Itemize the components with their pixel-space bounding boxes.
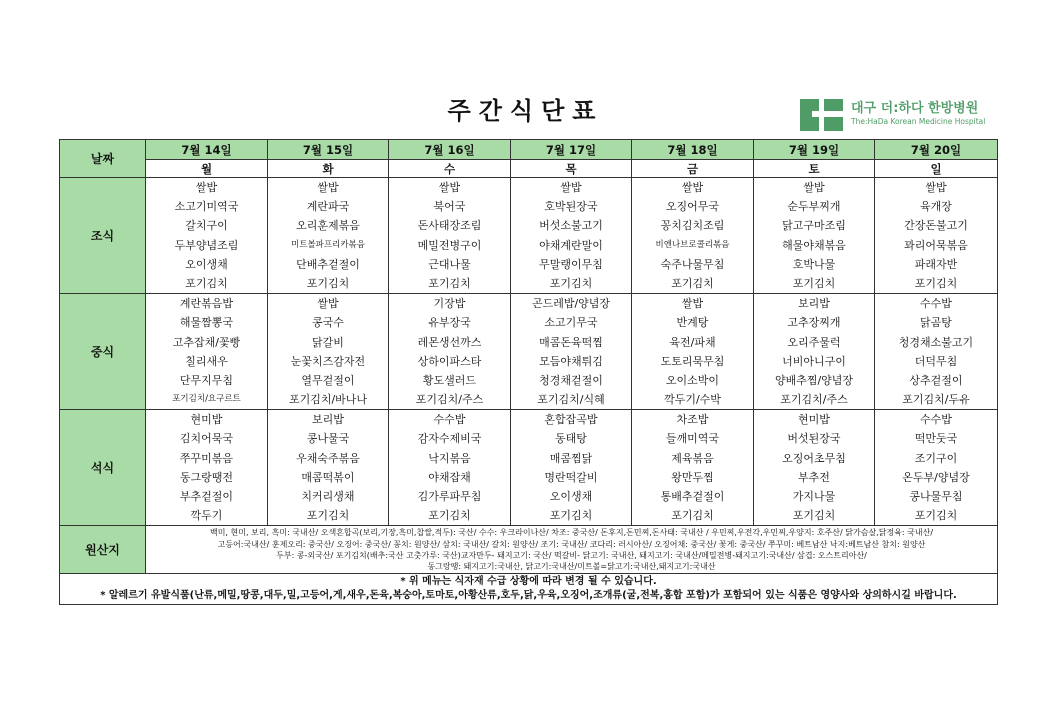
menu-item: 혼합잡곡밥 — [544, 413, 598, 427]
menu-item: 꽁치김치조림 — [660, 219, 725, 233]
menu-cell — [632, 178, 754, 294]
menu-item: 오징어초무침 — [782, 451, 846, 465]
menu-cell — [268, 294, 389, 410]
menu-item: 쌀밥 — [681, 181, 704, 194]
menu-item: 호박된장국 — [544, 200, 598, 214]
menu-item: 도토리묵무침 — [660, 354, 725, 368]
menu-item: 유부장국 — [428, 316, 471, 330]
date-label: 날짜 — [60, 140, 146, 178]
menu-cell — [146, 178, 268, 294]
menu-item: 콩국수 — [312, 316, 344, 330]
menu-item: 포기김치/주스 — [415, 393, 484, 407]
menu-item: 포기김치 — [792, 509, 836, 523]
menu-cell — [146, 410, 268, 526]
menu-cell — [754, 294, 875, 410]
date-cell: 7월 16일 — [389, 140, 511, 160]
menu-item: 온두부/양념장 — [902, 470, 970, 484]
menu-item: 현미밥 — [798, 413, 830, 427]
weekly-menu-table — [59, 139, 998, 605]
breakfast-label: 조식 — [60, 178, 146, 294]
menu-item: 매콤돈육떡찜 — [539, 335, 603, 349]
page-title: 주간식단표 — [447, 97, 604, 125]
menu-item: 포기김치 — [549, 276, 593, 290]
weekday-cell: 월 — [146, 160, 268, 178]
menu-item: 명란떡갈비 — [544, 470, 598, 484]
weekday-cell: 금 — [632, 160, 754, 178]
menu-item: 계란볶음밥 — [179, 297, 234, 311]
menu-item: 열무겉절이 — [301, 373, 355, 387]
menu-item: 간장돈불고기 — [904, 219, 968, 233]
menu-cell — [511, 178, 632, 294]
menu-item: 고추잡채/꽃빵 — [172, 335, 241, 349]
menu-item: 들깨미역국 — [665, 432, 720, 446]
menu-item: 해물야채볶음 — [782, 238, 846, 252]
menu-item: 소고기미역국 — [174, 200, 239, 214]
menu-item: 왕만두찜 — [671, 470, 714, 484]
menu-item: 상하이파스타 — [417, 354, 482, 368]
menu-item: 곤드레밥/양념장 — [531, 297, 611, 311]
menu-item: 쌀밥 — [317, 181, 339, 194]
menu-cell — [268, 178, 389, 294]
menu-item: 떡만둣국 — [914, 432, 958, 446]
hospital-name-korean: 대구 더:하다 한방병원 — [851, 101, 979, 116]
menu-item: 보리밥 — [312, 413, 344, 427]
origin-line: 고등어:국내산/ 훈제오리: 중국산/ 오징어: 중국산/ 꽁치: 원양산/ 삼치: 국내산/ 갈치: 원양산/ 조기: 국내산/ 코다리: 러시아산/ 오징어채: 중국산/ 꽃게: 중국산/ 쭈꾸미: 베트남산 낙지:베트남산 참치: 원양산 — [217, 539, 926, 549]
menu-item: 버섯소불고기 — [539, 219, 603, 233]
menu-item: 더덕무침 — [914, 354, 958, 368]
menu-item: 매콤찜닭 — [549, 451, 593, 465]
menu-item: 상추겉절이 — [909, 373, 963, 387]
menu-item: 포기김치 — [428, 509, 471, 523]
menu-item: 수수밥 — [920, 413, 952, 427]
menu-item: 낙지볶음 — [428, 451, 471, 465]
menu-item: 오징어무국 — [665, 200, 720, 214]
menu-item: 김치어묵국 — [179, 432, 234, 446]
menu-item: 단무지무침 — [179, 373, 234, 387]
menu-item: 갈치구이 — [185, 219, 228, 233]
menu-item: 해물짬뽕국 — [179, 316, 234, 330]
date-header-row — [60, 140, 998, 160]
allergy-note: * 알레르기 유발식품(난류,메밀,땅콩,대두,밀,고등어,게,새우,돈육,복숭아,토마토,아황산류,호두,닭,우육,오징어,조개류(굴,전복,홍합 포함)가 포함되어 있는 식품은 영양사와 상의하시길 바랍니다. — [100, 590, 957, 602]
menu-cell — [389, 410, 511, 526]
date-cell: 7월 19일 — [754, 140, 875, 160]
origin-line: 두부: 콩-외국산/ 포기김치(배추:국산 고춧가루: 국산)교자만두- 돼지고기: 국산/ 떡갈비- 닭고기: 국내산, 돼지고기: 국내산/메밀전병-돼지고기:국내산/ 삼겹: 오스트리아산/ — [276, 550, 867, 560]
dinner-row — [60, 410, 998, 526]
date-cell: 7월 17일 — [511, 140, 632, 160]
menu-item: 깍두기/수박 — [664, 393, 721, 407]
menu-item: 오리주물럭 — [787, 335, 841, 349]
menu-item: 칠리새우 — [185, 354, 228, 368]
weekday-cell: 일 — [875, 160, 998, 178]
menu-cell — [754, 410, 875, 526]
origin-row — [60, 526, 998, 574]
menu-item: 쭈꾸미볶음 — [179, 451, 234, 465]
menu-item: 포기김치 — [914, 509, 958, 523]
menu-item: 야채계란말이 — [539, 238, 603, 252]
menu-item: 포기김치/바나나 — [288, 393, 368, 407]
weekday-header-row — [60, 160, 998, 178]
menu-item: 숙주나물무침 — [660, 257, 725, 271]
date-cell: 7월 15일 — [268, 140, 389, 160]
menu-item: 매콤떡볶이 — [301, 470, 355, 484]
menu-item: 육전/파채 — [669, 335, 716, 349]
hospital-name-english: The:HaDa Korean Medicine Hospital — [851, 117, 986, 126]
menu-item: 호박나물 — [792, 257, 836, 271]
menu-item: 북어국 — [433, 200, 466, 214]
menu-item: 콩나물국 — [306, 432, 350, 446]
menu-item: 쌀밥 — [803, 181, 825, 194]
menu-item: 포기김치 — [185, 276, 228, 290]
menu-item: 포기김치 — [306, 276, 350, 290]
menu-item: 레몬생선까스 — [417, 335, 482, 349]
menu-item: 고추장찌개 — [787, 316, 841, 330]
menu-item: 수수밥 — [920, 297, 952, 311]
menu-item: 포기김치 — [671, 276, 714, 290]
menu-item: 포기김치/주스 — [780, 393, 848, 407]
menu-item: 차조밥 — [676, 413, 709, 427]
menu-item: 파래자반 — [914, 257, 958, 271]
menu-item: 무말랭이무침 — [539, 257, 603, 271]
notes-row — [60, 574, 998, 605]
menu-item: 제육볶음 — [671, 451, 714, 465]
menu-item: 쌀밥 — [195, 181, 218, 194]
menu-cell — [511, 294, 632, 410]
menu-cell — [268, 410, 389, 526]
menu-item: 오이소박이 — [665, 373, 720, 387]
menu-cell — [754, 178, 875, 294]
menu-cell — [875, 294, 998, 410]
menu-item: 현미밥 — [190, 413, 223, 427]
menu-item: 근대나물 — [428, 257, 471, 271]
menu-item: 청경채겉절이 — [539, 373, 603, 387]
menu-item: 눈꽃치즈감자전 — [290, 354, 366, 368]
menu-item: 기장밥 — [433, 297, 466, 311]
dinner-label: 석식 — [60, 410, 146, 526]
menu-cell — [389, 178, 511, 294]
weekday-cell: 토 — [754, 160, 875, 178]
menu-item: 부추전 — [798, 470, 830, 484]
menu-change-note: * 위 메뉴는 식자재 수급 상황에 따라 변경 될 수 있습니다. — [400, 576, 657, 588]
date-cell: 7월 14일 — [146, 140, 268, 160]
menu-item: 미트볼파프리카볶음 — [291, 239, 365, 250]
menu-item: 오이생채 — [185, 257, 228, 271]
origin-line: 동그랑땡: 돼지고기:국내산, 닭고기:국내산/미트볼=닭고기:국내산,돼지고기:국내산 — [427, 562, 716, 572]
breakfast-row — [60, 178, 998, 294]
menu-item: 포기김치 — [792, 276, 836, 290]
menu-cell — [511, 410, 632, 526]
menu-item: 너비아니구이 — [782, 354, 846, 368]
menu-item: 포기김치 — [306, 509, 350, 523]
menu-item: 쌀밥 — [925, 181, 947, 194]
menu-item: 조기구이 — [914, 451, 958, 465]
menu-item: 버섯된장국 — [787, 432, 841, 446]
menu-item: 수수밥 — [433, 413, 466, 427]
menu-item: 육개장 — [920, 200, 952, 214]
weekday-cell: 목 — [511, 160, 632, 178]
menu-item: 계란파국 — [306, 200, 350, 214]
menu-cell — [389, 294, 511, 410]
menu-item: 돈사태장조림 — [417, 219, 482, 233]
menu-item: 쌀밥 — [560, 181, 582, 194]
menu-item: 포기김치 — [671, 509, 714, 523]
menu-item: 닭곰탕 — [920, 316, 952, 330]
menu-item: 오리훈제볶음 — [296, 219, 360, 233]
date-cell: 7월 20일 — [875, 140, 998, 160]
menu-item: 메밀전병구이 — [417, 238, 482, 252]
menu-item: 감자수제비국 — [417, 432, 482, 446]
hospital-logo — [800, 97, 1010, 133]
menu-item: 오이생채 — [549, 490, 593, 503]
menu-item: 황도샐러드 — [422, 373, 477, 387]
menu-item: 치커리생채 — [301, 490, 355, 503]
menu-item: 김가루파무침 — [417, 490, 482, 503]
origin-label: 원산지 — [60, 526, 146, 574]
menu-item: 포기김치/두유 — [902, 393, 970, 407]
menu-item: 청경채소불고기 — [898, 335, 974, 349]
menu-item: 반계탕 — [676, 316, 709, 330]
menu-item: 꽈리어묵볶음 — [904, 238, 968, 252]
menu-item: 포기김치/요구르트 — [172, 394, 241, 405]
menu-cell — [632, 410, 754, 526]
menu-item: 동태탕 — [555, 432, 587, 446]
menu-item: 소고기무국 — [544, 316, 598, 330]
menu-item: 모듬야채튀김 — [539, 354, 603, 368]
origin-info — [146, 526, 998, 574]
menu-item: 두부양념조림 — [174, 238, 239, 252]
menu-item: 동그랑땡전 — [179, 470, 234, 484]
menu-item: 닭고구마조림 — [782, 219, 846, 233]
menu-cell — [632, 294, 754, 410]
menu-item: 우채숙주볶음 — [296, 451, 360, 465]
menu-item: 포기김치 — [428, 276, 471, 290]
menu-item: 보리밥 — [798, 297, 830, 311]
menu-item: 쌀밥 — [681, 297, 704, 311]
menu-item: 포기김치 — [549, 509, 593, 523]
menu-item: 닭갈비 — [312, 335, 344, 349]
lunch-row — [60, 294, 998, 410]
menu-item: 콩나물무침 — [909, 490, 963, 503]
menu-item: 포기김치 — [914, 276, 958, 290]
menu-item: 깍두기 — [190, 509, 223, 523]
weekday-cell: 수 — [389, 160, 511, 178]
menu-item: 단배추겉절이 — [296, 257, 360, 271]
menu-cell — [875, 178, 998, 294]
date-cell: 7월 18일 — [632, 140, 754, 160]
menu-item: 비엔나브로콜리볶음 — [655, 239, 730, 250]
hospital-logo-icon — [800, 99, 844, 131]
menu-item: 부추겉절이 — [179, 490, 234, 503]
menu-item: 통배추겉절이 — [660, 490, 725, 503]
menu-cell — [146, 294, 268, 410]
menu-item: 야채잡채 — [428, 470, 471, 484]
origin-line: 백미, 현미, 보리, 흑미: 국내산/ 오색혼합곡(보리,기장,흑미,찹쌀,적두): 국산/ 수수: 우크라이나산/ 차조: 중국산/ 돈후지,돈민찌,돈사태: 국내산 / 우민찌,우전각,우민찌,우양지: 호주산/ 닭가슴살,닭정육: 국내산/ — [209, 528, 934, 538]
menu-item: 포기김치/식혜 — [537, 393, 605, 407]
menu-item: 양배추찜/양념장 — [774, 373, 854, 387]
menu-item: 가지나물 — [792, 490, 836, 503]
menu-item: 쌀밥 — [438, 181, 461, 194]
menu-item: 쌀밥 — [317, 297, 339, 311]
lunch-label: 중식 — [60, 294, 146, 410]
menu-cell — [875, 410, 998, 526]
notes-cell — [60, 574, 998, 605]
weekday-cell: 화 — [268, 160, 389, 178]
menu-item: 순두부찌개 — [787, 200, 841, 214]
